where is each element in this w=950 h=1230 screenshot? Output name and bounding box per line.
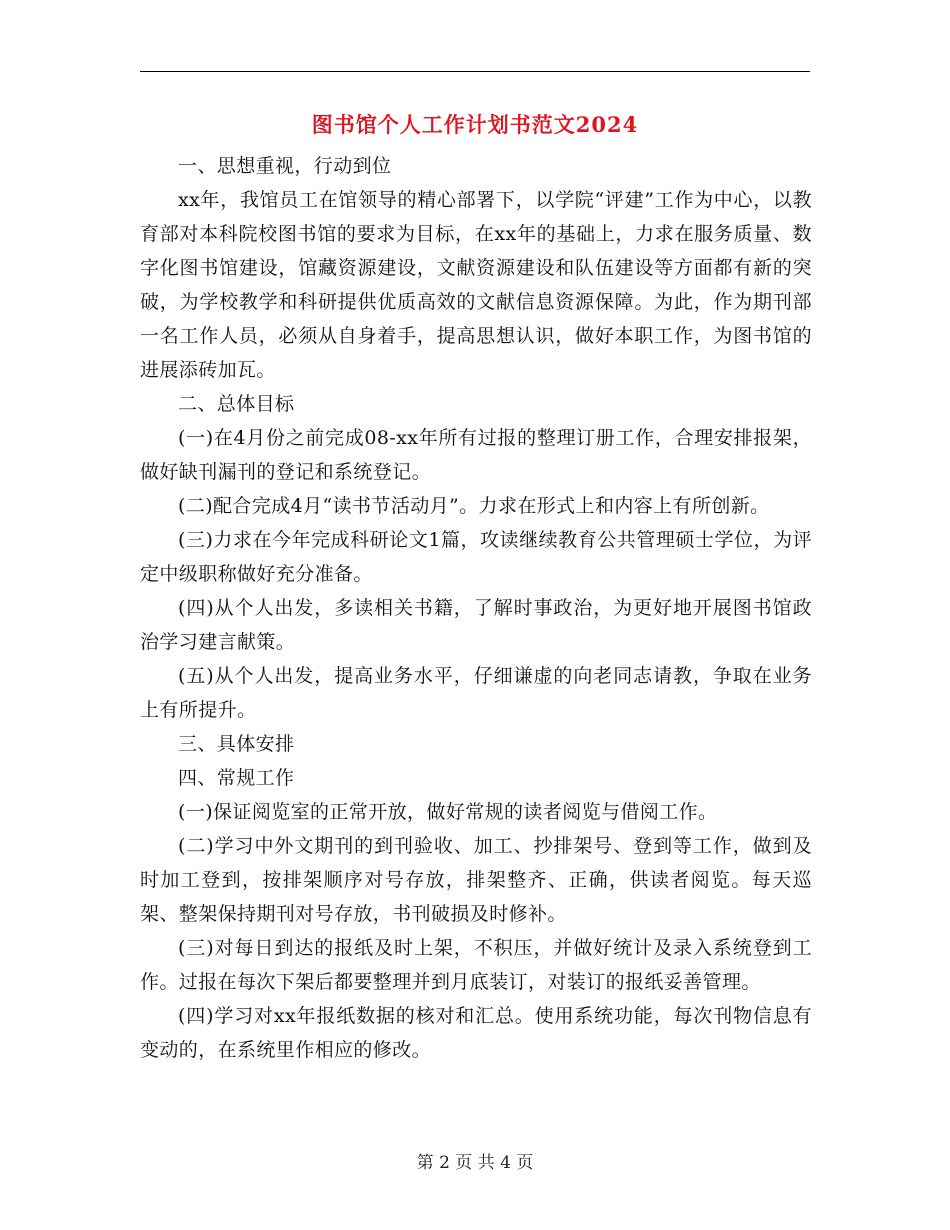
- list-item: (四)从个人出发，多读相关书籍，了解时事政治，为更好地开展图书馆政治学习建言献策。: [140, 597, 812, 653]
- list-item: (三)对每日到达的报纸及时上架，不积压，并做好统计及录入系统登到工作。过报在每次下架后都要整理并到月底装订，对装订的报纸妥善管理。: [140, 937, 812, 993]
- document-title: 图书馆个人工作计划书范文2024: [311, 112, 639, 137]
- list-item: (一)在4月份之前完成08-xx年所有过报的整理订册工作，合理安排报架，做好缺刊漏刊的登记和系统登记。: [140, 427, 812, 483]
- section-heading: 三、具体安排: [178, 733, 295, 755]
- paragraph: xx年，我馆员工在馆领导的精心部署下，以学院“评建”工作为中心，以教育部对本科院校图书馆的要求为目标，在xx年的基础上，力求在服务质量、数字化图书馆建设，馆藏资源建设，文献资源建设和队伍建设等方面都有新的突破，为学校教学和科研提供优质高效的文献信息资源保障。为此，作为期刊部一名工作人员，必须从自身着手，提高思想认识，做好本职工作，为图书馆的进展添砖加瓦。: [140, 189, 812, 381]
- list-item: (二)学习中外文期刊的到刊验收、加工、抄排架号、登到等工作，做到及时加工登到，按排架顺序对号存放，排架整齐、正确，供读者阅览。每天巡架、整架保持期刊对号存放，书刊破损及时修补。: [140, 835, 812, 925]
- list-item: (三)力求在今年完成科研论文1篇，攻读继续教育公共管理硕士学位，为评定中级职称做好充分准备。: [140, 529, 812, 585]
- section-heading: 二、总体目标: [178, 393, 295, 415]
- document-body: [140, 149, 812, 1067]
- page-number-footer: 第 2 页 共 4 页: [416, 1153, 534, 1173]
- section-heading: 一、思想重视，行动到位: [178, 155, 392, 177]
- list-item: (五)从个人出发，提高业务水平，仔细谦虚的向老同志请教，争取在业务上有所提升。: [140, 665, 812, 721]
- list-item: (一)保证阅览室的正常开放，做好常规的读者阅览与借阅工作。: [178, 801, 718, 823]
- list-item: (四)学习对xx年报纸数据的核对和汇总。使用系统功能，每次刊物信息有变动的，在系统里作相应的修改。: [140, 1005, 812, 1061]
- section-heading: 四、常规工作: [178, 767, 295, 789]
- list-item: (二)配合完成4月“读书节活动月”。力求在形式上和内容上有所创新。: [178, 495, 770, 517]
- header-rule: [140, 71, 810, 72]
